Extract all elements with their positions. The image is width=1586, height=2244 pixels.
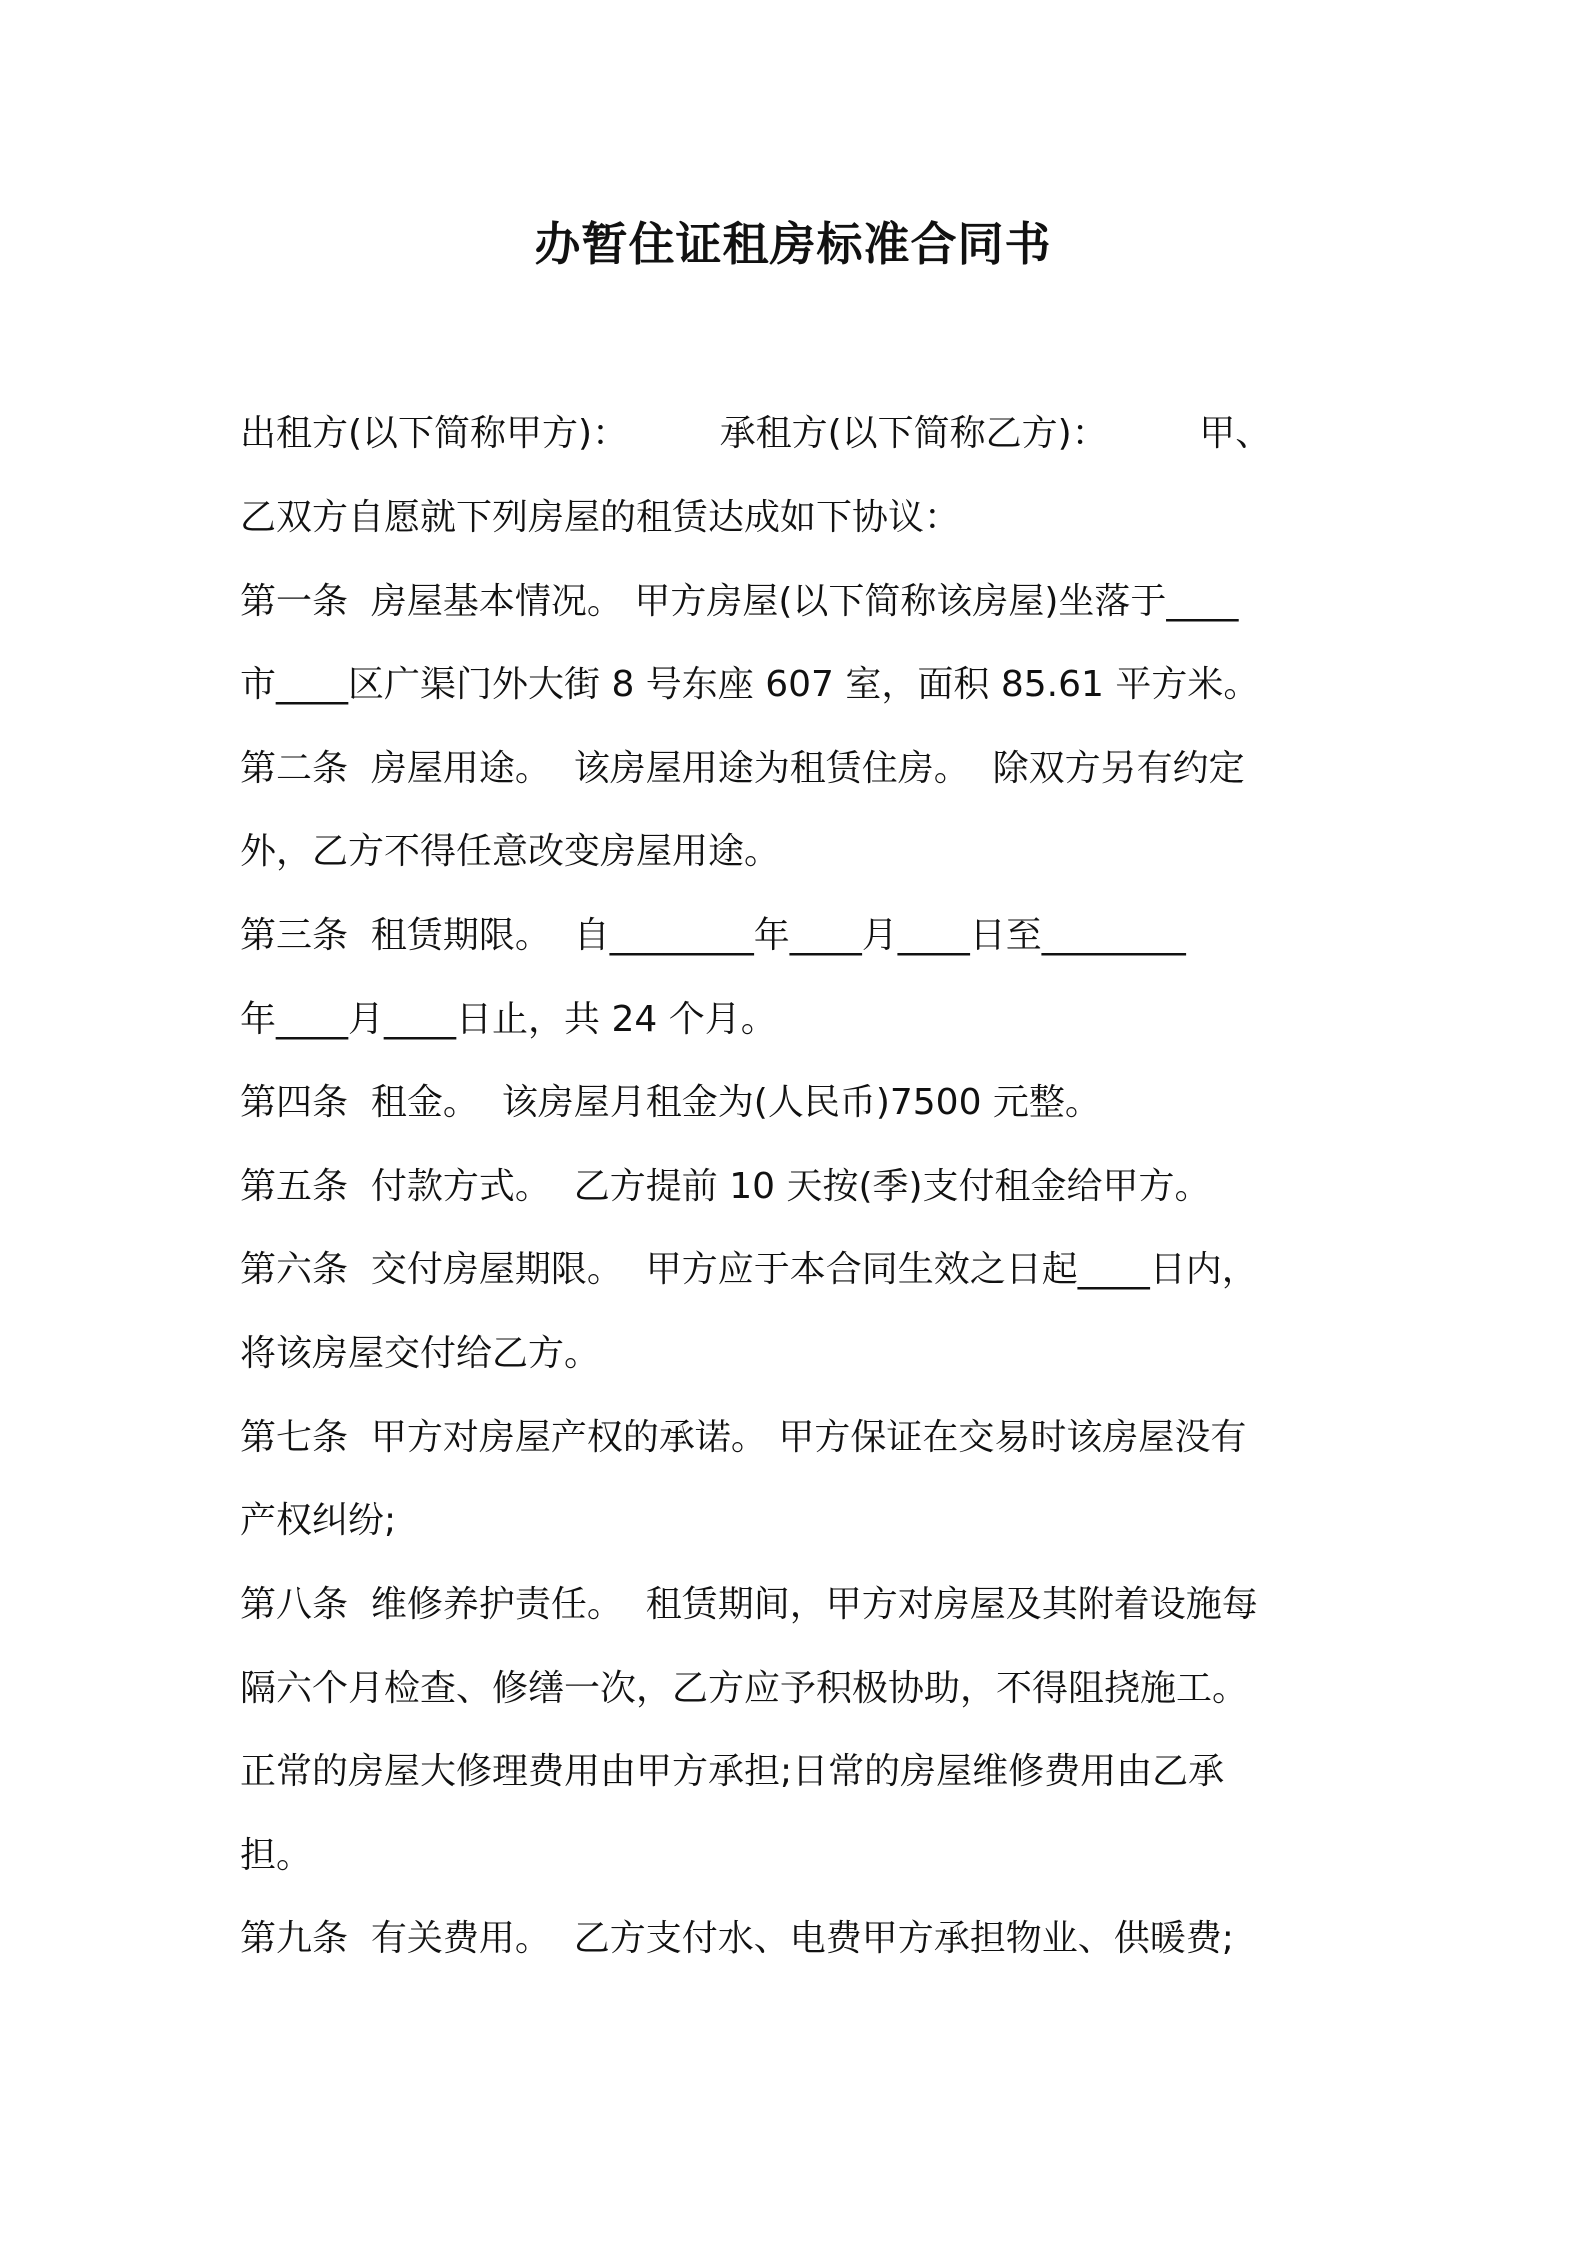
text-line: 第五条 付款方式。 乙方提前 10 天按(季)支付租金给甲方。 [240, 1166, 1211, 1207]
text-line: 正常的房屋大修理费用由甲方承担;日常的房屋维修费用由乙承 [240, 1751, 1225, 1792]
text-line: 年____月____日止，共 24 个月。 [240, 999, 777, 1040]
text-line: 隔六个月检查、修缮一次，乙方应予积极协助，不得阻挠施工。 [240, 1668, 1249, 1709]
text-line: 第四条 租金。 该房屋月租金为(人民币)7500 元整。 [240, 1082, 1101, 1123]
text-line: 第六条 交付房屋期限。 甲方应于本合同生效之日起____日内， [240, 1249, 1258, 1290]
text-line: 将该房屋交付给乙方。 [240, 1333, 601, 1374]
text-line: 出租方(以下简称甲方)： 承租方(以下简称乙方)： 甲、 [240, 413, 1272, 454]
text-line: 第三条 租赁期限。 自________年____月____日至________ [240, 915, 1186, 956]
text-line: 外，乙方不得任意改变房屋用途。 [240, 831, 781, 872]
text-line: 乙双方自愿就下列房屋的租赁达成如下协议： [240, 497, 961, 538]
text-line: 市____区广渠门外大街 8 号东座 607 室，面积 85.61 平方米。 [240, 664, 1260, 705]
text-line: 产权纠纷; [240, 1500, 397, 1541]
text-line: 第九条 有关费用。 乙方支付水、电费甲方承担物业、供暖费; [240, 1918, 1234, 1959]
text-line: 第一条 房屋基本情况。 甲方房屋(以下简称该房屋)坐落于____ [240, 581, 1239, 622]
text-line: 第七条 甲方对房屋产权的承诺。 甲方保证在交易时该房屋没有 [240, 1417, 1247, 1458]
text-line: 担。 [240, 1835, 313, 1876]
text-line: 第二条 房屋用途。 该房屋用途为租赁住房。 除双方另有约定 [240, 748, 1245, 789]
page-title: 办暂住证租房标准合同书 [534, 217, 1052, 271]
text-line: 第八条 维修养护责任。 租赁期间，甲方对房屋及其附着设施每 [240, 1584, 1258, 1625]
